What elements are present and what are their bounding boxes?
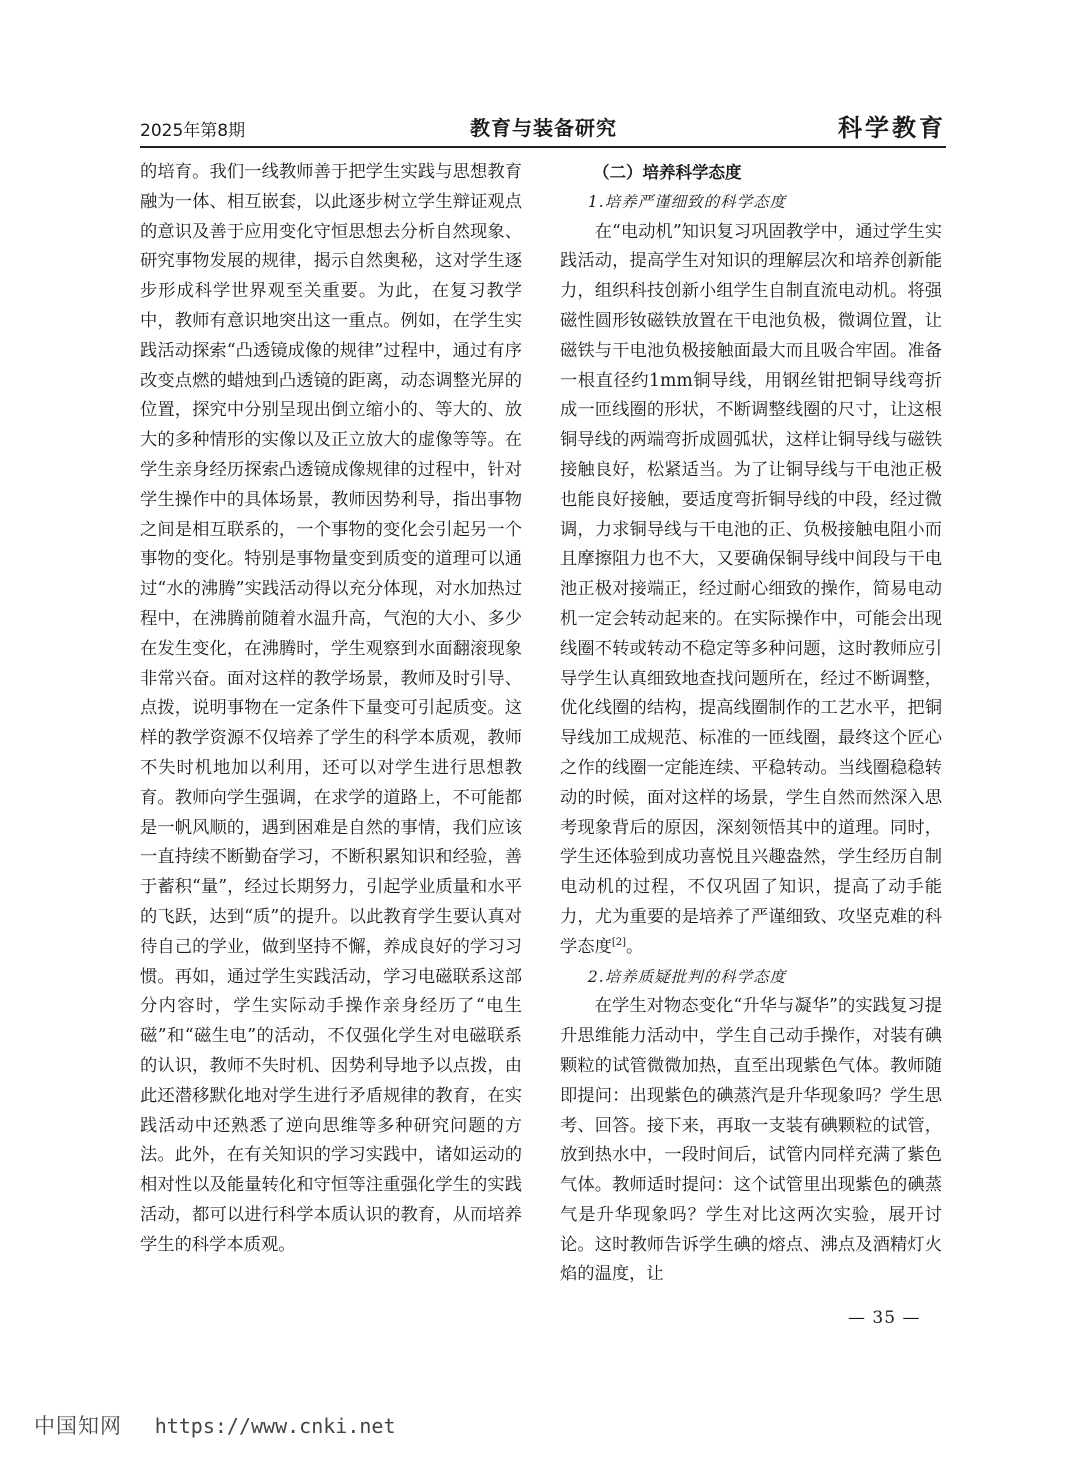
issue-label: 2025年第8期 [140,121,246,141]
site-name: 中国知网 [34,1414,122,1438]
paragraph-1-text: 在“电动机”知识复习巩固教学中，通过学生实践活动，提高学生对知识的理解层次和培养创新能力，组织科技创新小组学生自制直流电动机。将强磁性圆形钕磁铁放置在干电池负极，微调位置，让磁铁与干电池负极接触面最大而且吸合牢固。准备一根直径约1mm铜导线，用钢丝钳把铜导线弯折成一匝线圈的形状，不断调整线圈的尺寸，让这根铜导线的两端弯折成圆弧状，这样让铜导线与磁铁接触良好，松紧适当。为了让铜导线与干电池正极也能良好接触，要适度弯折铜导线的中段，经过微调，力求铜导线与干电池的正、负极接触电阻小而且摩擦阻力也不大，又要确保铜导线中间段与干电池正极对接端正，经过耐心细致的操作，简易电动机一定会转动起来的。在实际操作中，可能会出现线圈不转或转动不稳定等多种问题，这时教师应引导学生认真细致地查找问题所在，经过不断调整，优化线圈的结构，提高线圈制作的工艺水平，把铜导线加工成规范、标准的一匝线圈，最终这个匠心之作的线圈一定能连续、平稳转动。当线圈稳稳转动的时候，面对这样的场景，学生自然而然深入思考现象背后的原因，深刻领悟其中的道理。同时，学生还体验到成功喜悦且兴趣盎然，学生经历自制电动机的过程，不仅巩固了知识，提高了动手能力，尤为重要的是培养了严谨细致、攻坚克难的科学态度 [560,221,942,957]
right-column [560,158,942,1290]
subheading-2: 2.培养质疑批判的科学态度 [587,967,787,986]
site-url[interactable]: https://www.cnki.net [154,1414,396,1438]
paragraph: 的培育。我们一线教师善于把学生实践与思想教育融为一体、相互嵌套，以此逐步树立学生辩证观点的意识及善于应用变化守恒思想去分析自然现象、研究事物发展的规律，揭示自然奥秘，这对学生逐步形成科学世界观至关重要。为此，在复习教学中，教师有意识地突出这一重点。例如，在学生实践活动探索“凸透镜成像的规律”过程中，通过有序改变点燃的蜡烛到凸透镜的距离，动态调整光屏的位置，探究中分别呈现出倒立缩小的、等大的、放大的多种情形的实像以及正立放大的虚像等等。在学生亲身经历探索凸透镜成像规律的过程中，针对学生操作中的具体场景，教师因势利导，指出事物之间是相互联系的，一个事物的变化会引起另一个事物的变化。特别是事物量变到质变的道理可以通过“水的沸腾”实践活动得以充分体现，对水加热过程中，在沸腾前随着水温升高，气泡的大小、多少在发生变化，在沸腾时，学生观察到水面翻滚现象非常兴奋。面对这样的教学场景，教师及时引导、点拨，说明事物在一定条件下量变可引起质变。这样的教学资源不仅培养了学生的科学本质观，教师不失时机地加以利用，还可以对学生进行思想教育。教师向学生强调，在求学的道路上，不可能都是一帆风顺的，遇到困难是自然的事情，我们应该一直持续不断勤奋学习，不断积累知识和经验，善于蓄积“量”，经过长期努力，引起学业质量和水平的飞跃，达到“质”的提升。以此教育学生要认真对待自己的学业，做到坚持不懈，养成良好的学习习惯。再如，通过学生实践活动，学习电磁联系这部分内容时，学生实际动手操作亲身经历了“电生磁”和“磁生电”的活动，不仅强化学生对电磁联系的认识，教师不失时机、因势利导地予以点拨，由此还潜移默化地对学生进行矛盾规律的教育，在实践活动中还熟悉了逆向思维等多种研究问题的方法。此外，在有关知识的学习实践中，诸如运动的相对性以及能量转化和守恒等注重强化学生的实践活动，都可以进行科学本质认识的教育，从而培养学生的科学本质观。 [140,162,522,1255]
section-heading: （二）培养科学态度 [593,163,742,182]
citation-ref[interactable]: [2] [611,936,627,948]
section-title: 科学教育 [838,113,946,142]
left-column [140,158,522,1260]
paragraph-1-end: 。 [626,936,644,957]
journal-title: 教育与装备研究 [470,116,617,140]
subheading-1: 1.培养严谨细致的科学态度 [587,192,787,211]
page-header [140,112,946,148]
paragraph-2: 在学生对物态变化“升华与凝华”的实践复习提升思维能力活动中，学生自己动手操作，对装有碘颗粒的试管微微加热，直至出现紫色气体。教师随即提问：出现紫色的碘蒸汽是升华现象吗？学生思考、回答。接下来，再取一支装有碘颗粒的试管，放到热水中，一段时间后，试管内同样充满了紫色气体。教师适时提问：这个试管里出现紫色的碘蒸气是升华现象吗？学生对比这两次实验，展开讨论。这时教师告诉学生碘的熔点、沸点及酒精灯火焰的温度，让 [560,996,942,1285]
paragraph-1 [560,218,942,963]
page-number: — 35 — [848,1308,921,1328]
watermark-footer [34,1410,396,1440]
